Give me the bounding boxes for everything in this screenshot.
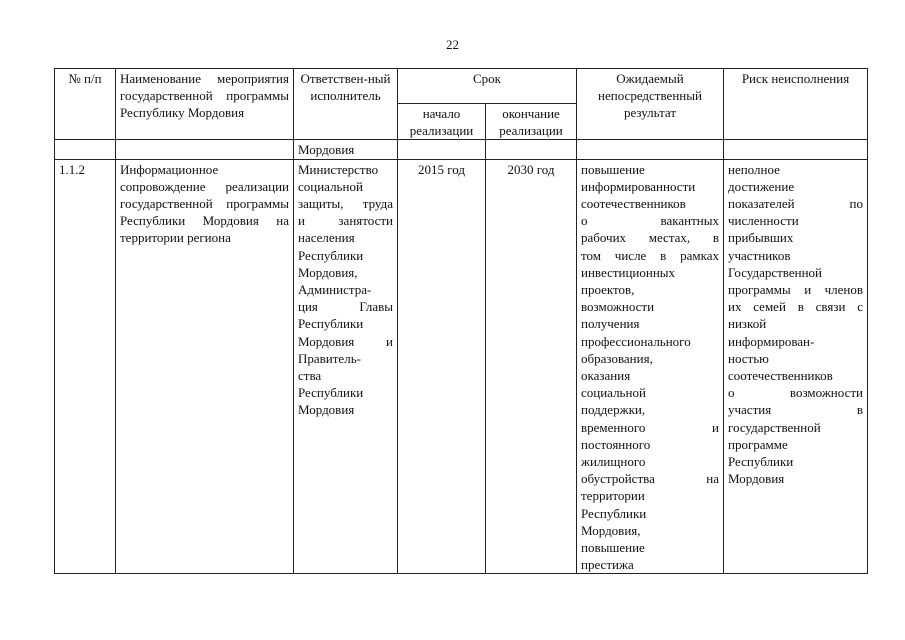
text-line: инвестиционных [581,264,676,280]
text-line: ция Главы [298,299,393,315]
row-name: Информационное сопровождение реализации государственной программы Республики Мордовия на территории региона [116,159,294,574]
page-number: 22 [446,37,459,52]
text-line: временного и [581,419,719,435]
text-line: программе [728,436,788,452]
header-row [55,69,868,104]
text-line: профессионального [581,333,691,349]
row-expected-result [577,159,724,574]
text-line: возможности [581,299,655,315]
header-start: начало реализации [398,104,486,140]
program-table [54,68,868,574]
text-line: информированности [581,178,696,194]
text-line: Мордовия и [298,333,393,349]
row-start: 2015 год [398,159,486,574]
text-line: низкой [728,316,767,332]
table-row [55,159,868,574]
cont-cell-responsible: Мордовия [294,140,398,159]
text-line: прибывших [728,230,794,246]
row-risk [724,159,868,574]
cont-cell-end [486,140,577,159]
text-line: неполное [728,161,780,177]
text-line: защиты, труда [298,196,393,212]
text-line: информирован- [728,333,815,349]
text-line: государственной [728,419,821,435]
text-line: населения [298,230,355,246]
row-end: 2030 год [486,159,577,574]
text-line: оказания [581,368,631,384]
text-line: рабочих местах, в [581,230,719,246]
text-line: Министерство [298,161,379,177]
text-line: и занятости [298,213,393,229]
text-line: социальной [298,178,363,194]
text-line: жилищного [581,454,646,470]
header-num: № п/п [55,69,116,140]
text-line: участия в [728,402,863,418]
text-line: Республики [298,385,364,401]
header-risk: Риск неисполнения [724,69,868,140]
cont-cell-expected [577,140,724,159]
text-line: соотечественников [728,368,833,384]
header-term: Срок [398,69,577,104]
text-line: Мордовия, [581,522,641,538]
text-line: повышение [581,161,645,177]
text-line: повышение [581,540,645,556]
text-line: том числе в рамках [581,247,719,263]
text-line: обустройства на [581,471,719,487]
text-line: проектов, [581,282,635,298]
text-line: соотечественников [581,196,686,212]
text-line: участников [728,247,791,263]
text-line: Государственной [728,264,823,280]
header-responsible: Ответствен-ный исполнитель [294,69,398,140]
continuation-row [55,140,868,159]
text-line: территории [581,488,645,504]
header-end: окончание реализации [486,104,577,140]
text-line: образования, [581,350,653,366]
text-line: о вакантных [581,213,719,229]
header-expected-result: Ожидаемый непосредственный результат [577,69,724,140]
text-line: Республики [298,316,364,332]
text-line: поддержки, [581,402,646,418]
text-line: о возможности [728,385,863,401]
text-line: их семей в связи с [728,299,863,315]
text-line: программы и членов [728,282,863,298]
cont-cell-risk [724,140,868,159]
text-line: Мордовия, [298,264,358,280]
text-line: Республики [581,505,647,521]
text-line: Республики [728,454,794,470]
text-line: Мордовия [298,402,355,418]
row-num: 1.1.2 [55,159,116,574]
text-line: численности [728,213,799,229]
text-line: социальной [581,385,646,401]
text-line: ностью [728,350,769,366]
text-line: ства [298,368,322,384]
cont-cell-num [55,140,116,159]
text-line: престижа [581,557,634,573]
text-line: Республики [298,247,364,263]
text-line: Администра- [298,282,372,298]
cont-cell-name [116,140,294,159]
text-line: Мордовия [728,471,785,487]
text-line: Правитель- [298,350,361,366]
header-name: Наименование мероприятия государственной программы Республику Мордовия [116,69,294,140]
cont-cell-start [398,140,486,159]
text-line: достижение [728,178,795,194]
text-line: постоянного [581,436,651,452]
row-responsible [294,159,398,574]
text-line: показателей по [728,196,863,212]
text-line: получения [581,316,640,332]
